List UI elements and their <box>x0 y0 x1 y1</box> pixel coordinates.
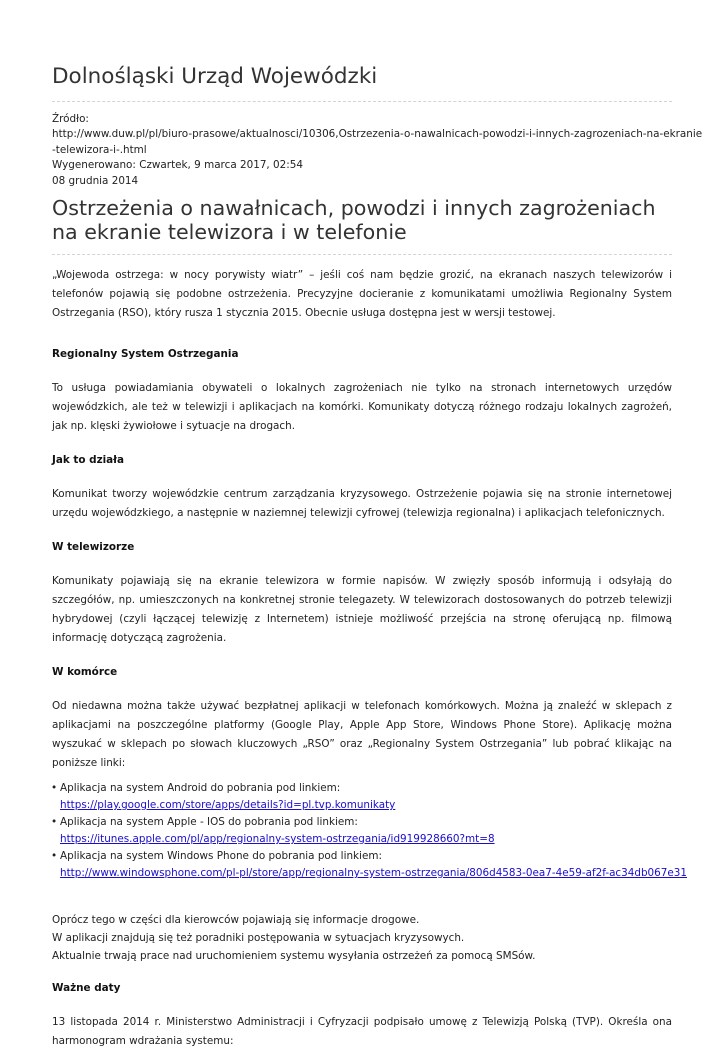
header-divider <box>52 101 672 102</box>
link-label-ios: Aplikacja na system Apple - IOS do pobrania pod linkiem: <box>60 816 358 828</box>
ios-app-link[interactable]: https://itunes.apple.com/pl/app/regionalny-system-ostrzegania/id919928660?mt=8 <box>60 833 495 845</box>
source-metadata <box>52 112 703 189</box>
section-heading-how: Jak to działa <box>52 454 125 466</box>
section-text-tv: Komunikaty pojawiają się na ekranie telewizora w formie napisów. W zwięzły sposób informują i odsyłają do szczegółów, np. umieszczonych na konkretnej stronie telegazety. W telewizorach dostosowanych do potrzeb telewizji hybrydowej (czyli łączącej telewizję z Internetem) istnieje możliwość przejścia na stronę oferującą np. filmową informację dotyczącą zagrożenia. <box>52 575 672 644</box>
article-body <box>52 264 688 1051</box>
section-text-how: Komunikat tworzy wojewódzkie centrum zarządzania kryzysowego. Ostrzeżenie pojawia się na stronie internetowej urzędu wojewódzkiego, a następnie w naziemnej telewizji cyfrowej (telewizja regionalna) i aplikacjach telefonicznych. <box>52 488 672 519</box>
publication-date: 08 grudnia 2014 <box>52 174 139 187</box>
section-heading-tv: W telewizorze <box>52 541 135 553</box>
section-heading-dates: Ważne daty <box>52 982 121 994</box>
list-item <box>52 848 688 882</box>
info-line-drivers: Oprócz tego w części dla kierowców pojawiają się informacje drogowe. <box>52 914 420 926</box>
source-url-line-2: -telewizora-i-.html <box>52 143 147 156</box>
section-text-dates: 13 listopada 2014 r. Ministerstwo Administracji i Cyfryzacji podpisało umowę z Telewizją Polską (TVP). Określa ona harmonogram wdrażania systemu: <box>52 1016 672 1047</box>
list-item <box>52 780 672 814</box>
article-title: Ostrzeżenia o nawałnicach, powodzi i innych zagrożeniach na ekranie telewizora i w telefonie <box>52 196 656 244</box>
link-label-windows-phone: Aplikacja na system Windows Phone do pobrania pod linkiem: <box>60 850 382 862</box>
info-line-sms: Aktualnie trwają prace nad uruchomieniem systemu wysyłania ostrzeżeń za pomocą SMSów. <box>52 950 536 962</box>
title-divider <box>52 254 672 255</box>
app-links-list <box>52 780 688 882</box>
section-heading-rso: Regionalny System Ostrzegania <box>52 348 239 360</box>
link-label-android: Aplikacja na system Android do pobrania pod linkiem: <box>60 782 341 794</box>
source-label: Źródło: <box>52 113 89 125</box>
section-text-phone: Od niedawna można także używać bezpłatnej aplikacji w telefonach komórkowych. Można ją znaleźć w sklepach z aplikacjami na poszczególne platformy (Google Play, Apple App Store, Windows Phone Store). Aplikację można wyszukać w sklepach po słowach kluczowych „RSO” oraz „Regionalny System Ostrzegania” lub pobrać klikając na poniższe linki: <box>52 700 672 769</box>
list-item <box>52 814 672 848</box>
windows-phone-app-link[interactable]: http://www.windowsphone.com/pl-pl/store/app/regionalny-system-ostrzegania/806d4583-0ea7-4e59-af2f-ac34db067e31 <box>60 867 688 879</box>
generated-timestamp: Wygenerowano: Czwartek, 9 marca 2017, 02:54 <box>52 159 303 172</box>
site-title: Dolnośląski Urząd Wojewódzki <box>52 64 378 89</box>
info-line-guides: W aplikacji znajdują się też poradniki postępowania w sytuacjach kryzysowych. <box>52 932 465 944</box>
section-heading-phone: W komórce <box>52 666 118 678</box>
additional-info <box>52 911 672 965</box>
source-url-line-1: http://www.duw.pl/pl/biuro-prasowe/aktualnosci/10306,Ostrzezenia-o-nawalnicach-powodzi-i-innych-zagrozeniach-na-ekranie <box>52 128 703 141</box>
intro-paragraph: „Wojewoda ostrzega: w nocy porywisty wiatr” – jeśli coś nam będzie grozić, na ekranach naszych telewizorów i telefonów pojawią się podobne ostrzeżenia. Precyzyjne docieranie z komunikatami umożliwia Regionalny System Ostrzegania (RSO), który rusza 1 stycznia 2015. Obecnie usługa dostępna jest w wersji testowej. <box>52 269 672 319</box>
section-text-rso: To usługa powiadamiania obywateli o lokalnych zagrożeniach nie tylko na stronach internetowych urzędów wojewódzkich, ale też w telewizji i aplikacjach na komórki. Komunikaty dotyczą różnego rodzaju lokalnych zagrożeń, jak np. klęski żywiołowe i sytuacje na drogach. <box>52 382 672 432</box>
android-app-link[interactable]: https://play.google.com/store/apps/details?id=pl.tvp.komunikaty <box>60 799 396 811</box>
